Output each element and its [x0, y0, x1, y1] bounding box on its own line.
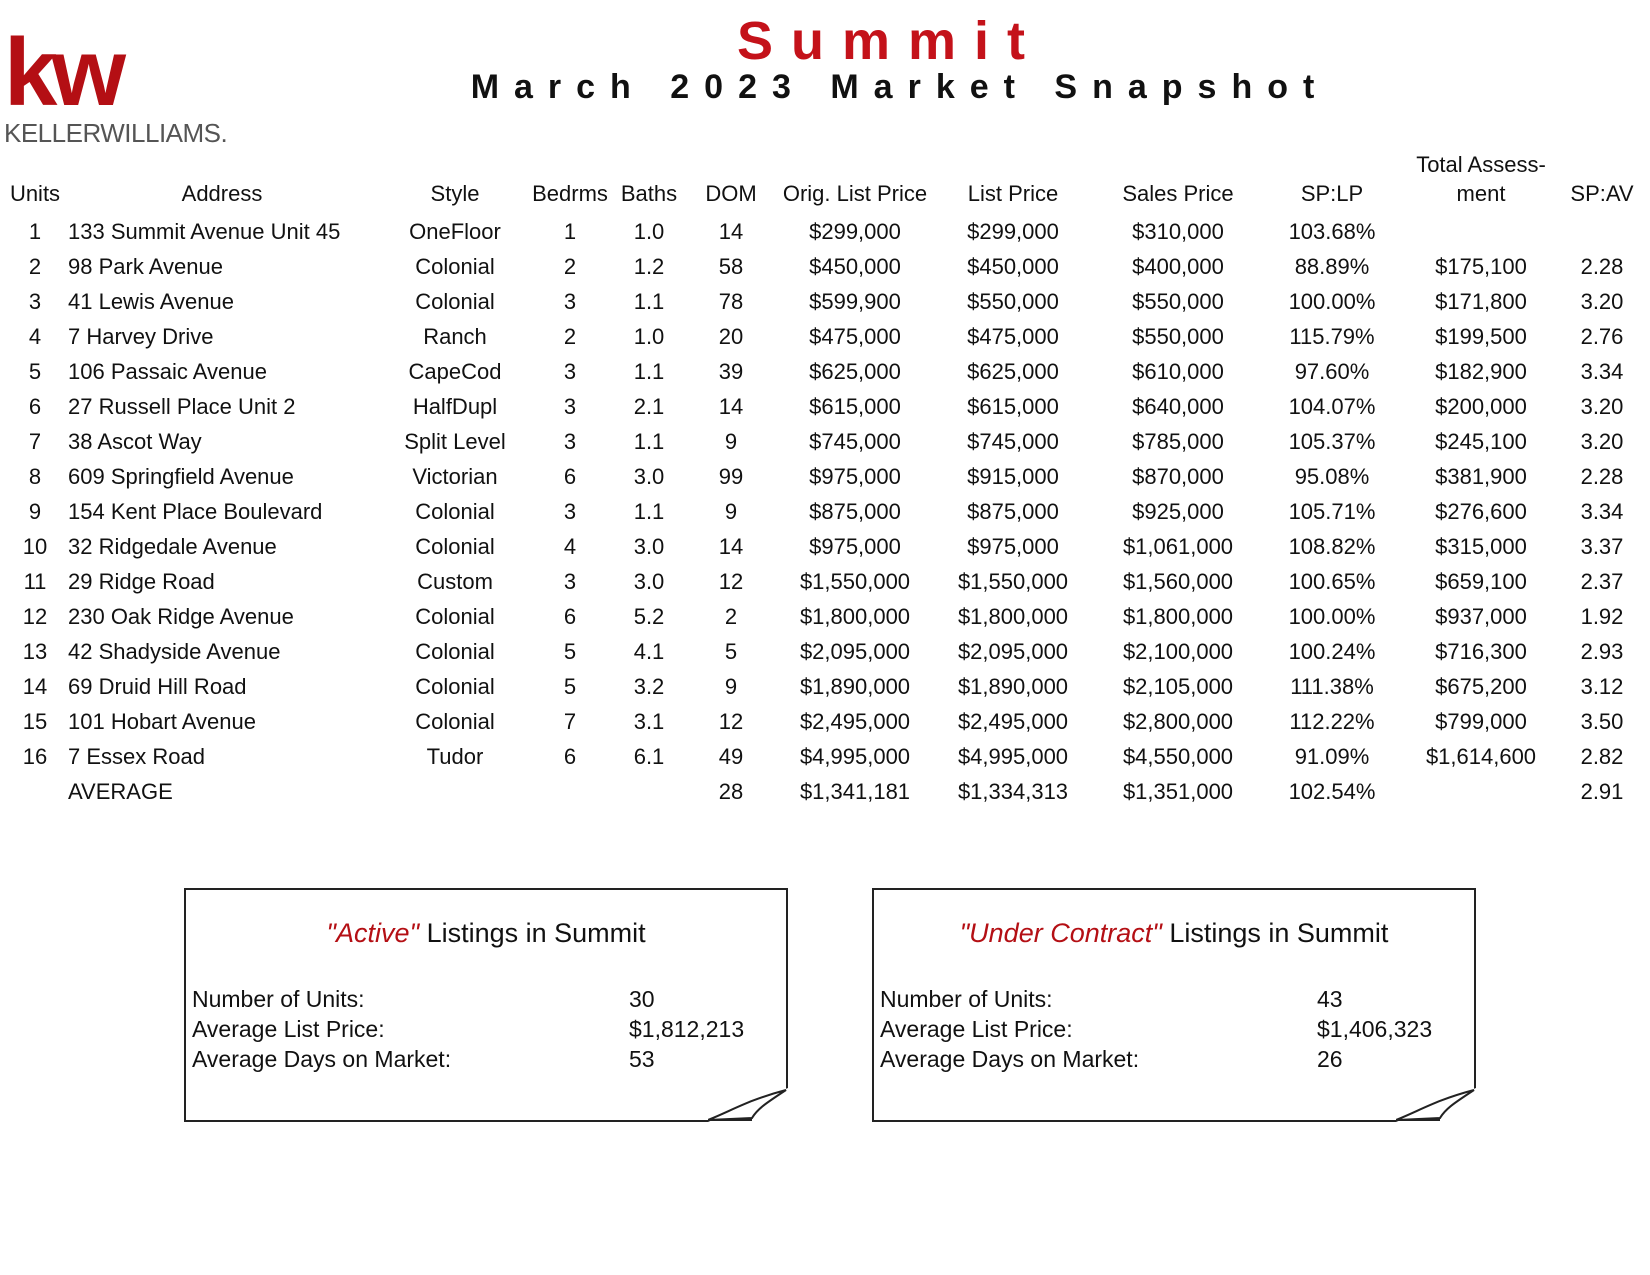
cell-baths: 1.2 [633, 253, 665, 279]
table-row [8, 739, 1642, 774]
cell-dom: 49 [718, 743, 744, 769]
col-header-sp-lp: SP:LP [1300, 181, 1364, 206]
cell-list-price: $550,000 [967, 288, 1059, 314]
cell-address: 101 Hobart Avenue [68, 708, 256, 734]
cell-list-price: $4,995,000 [957, 743, 1069, 769]
cell-bedrooms: 3 [563, 498, 577, 524]
cell-sp-av: 1.92 [1580, 603, 1624, 629]
cell-baths: 1.1 [633, 288, 665, 314]
cell-bedrooms: 3 [563, 393, 577, 419]
cell-sp-av: 3.34 [1580, 498, 1624, 524]
cell-list-price: $1,334,313 [957, 778, 1069, 804]
cell-sp-lp: 95.08% [1294, 463, 1370, 489]
cell-list-price: $2,095,000 [957, 638, 1069, 664]
cell-list-price: $2,495,000 [957, 708, 1069, 734]
cell-sales-price: $2,105,000 [1122, 673, 1234, 699]
cell-total-assessment: $716,300 [1435, 638, 1527, 664]
average-row [8, 774, 1642, 809]
cell-dom: 9 [724, 428, 738, 454]
cell-orig-list-price: $299,000 [809, 218, 901, 244]
contract-units-value: 43 [1317, 986, 1343, 1012]
cell-unit: 12 [22, 603, 48, 629]
table-row [8, 424, 1642, 459]
cell-sp-av: 3.37 [1580, 533, 1624, 559]
contract-dom-label: Average Days on Market: [880, 1046, 1140, 1072]
cell-sp-lp: 100.00% [1288, 603, 1376, 629]
cell-unit: 8 [28, 463, 42, 489]
table-header-row [8, 150, 1642, 214]
cell-baths [612, 774, 686, 809]
cell-list-price: $1,550,000 [957, 568, 1069, 594]
cell-sp-lp: 97.60% [1294, 358, 1370, 384]
table-row [8, 494, 1642, 529]
cell-baths: 1.0 [633, 323, 665, 349]
active-units-value: 30 [629, 986, 655, 1012]
cell-unit: 3 [28, 288, 42, 314]
cell-dom: 20 [718, 323, 744, 349]
cell-sp-av [1562, 214, 1642, 249]
cell-address: 41 Lewis Avenue [68, 288, 234, 314]
cell-unit: 7 [28, 428, 42, 454]
cell-address: 133 Summit Avenue Unit 45 [68, 218, 341, 244]
cell-style: Victorian [412, 463, 498, 489]
cell-unit: 5 [28, 358, 42, 384]
cell-orig-list-price: $1,341,181 [799, 778, 911, 804]
cell-total-assessment: $675,200 [1435, 673, 1527, 699]
cell-orig-list-price: $475,000 [809, 323, 901, 349]
cell-dom: 14 [718, 218, 744, 244]
cell-sp-av: 2.28 [1580, 463, 1624, 489]
cell-address: 106 Passaic Avenue [68, 358, 267, 384]
cell-baths: 1.1 [633, 498, 665, 524]
cell-bedrooms: 4 [563, 533, 577, 559]
cell-orig-list-price: $625,000 [809, 358, 901, 384]
cell-bedrooms: 2 [563, 323, 577, 349]
cell-sp-lp: 105.71% [1288, 498, 1376, 524]
cell-list-price: $1,890,000 [957, 673, 1069, 699]
cell-unit: 2 [28, 253, 42, 279]
cell-address: 7 Essex Road [68, 743, 205, 769]
cell-address: 27 Russell Place Unit 2 [68, 393, 296, 419]
cell-sp-av: 2.37 [1580, 568, 1624, 594]
col-header-baths: Baths [620, 181, 678, 206]
active-dom-value: 53 [629, 1046, 655, 1072]
table-row [8, 634, 1642, 669]
cell-unit: 6 [28, 393, 42, 419]
cell-unit: 13 [22, 638, 48, 664]
cell-orig-list-price: $745,000 [809, 428, 901, 454]
cell-list-price: $875,000 [967, 498, 1059, 524]
col-header-units: Units [9, 181, 61, 206]
cell-unit: 10 [22, 533, 48, 559]
cell-total-assessment: $245,100 [1435, 428, 1527, 454]
cell-orig-list-price: $2,095,000 [799, 638, 911, 664]
table-row [8, 284, 1642, 319]
cell-dom: 2 [724, 603, 738, 629]
cell-style: OneFloor [409, 218, 501, 244]
cell-sales-price: $785,000 [1132, 428, 1224, 454]
cell-total-assessment: $199,500 [1435, 323, 1527, 349]
market-snapshot-table [8, 150, 1642, 809]
active-listings-title: "Active" Listings in Summit [326, 918, 646, 948]
cell-sp-lp: 115.79% [1289, 323, 1375, 349]
cell-bedrooms: 5 [563, 673, 577, 699]
cell-dom: 99 [718, 463, 744, 489]
cell-unit: 4 [28, 323, 42, 349]
cell-baths: 5.2 [633, 603, 665, 629]
table-row [8, 599, 1642, 634]
cell-bedrooms: 7 [563, 708, 577, 734]
cell-sp-av: 3.34 [1580, 358, 1624, 384]
active-price-label: Average List Price: [192, 1016, 385, 1042]
cell-list-price: $615,000 [967, 393, 1059, 419]
contract-dom-value: 26 [1317, 1046, 1343, 1072]
cell-orig-list-price: $1,550,000 [799, 568, 911, 594]
cell-baths: 4.1 [633, 638, 665, 664]
cell-total-assessment: $276,600 [1435, 498, 1527, 524]
cell-list-price: $299,000 [967, 218, 1059, 244]
cell-sales-price: $400,000 [1132, 253, 1224, 279]
logo-wordmark: KELLERWILLIAMS. [4, 118, 228, 148]
cell-list-price: $450,000 [967, 253, 1059, 279]
cell-unit: 16 [22, 743, 48, 769]
keller-williams-logo [4, 19, 244, 150]
table-row [8, 564, 1642, 599]
cell-sp-lp: 100.24% [1288, 638, 1376, 664]
cell-address: 42 Shadyside Avenue [68, 638, 281, 664]
cell-style: CapeCod [408, 358, 502, 384]
cell-baths: 3.0 [633, 463, 665, 489]
cell-sp-lp: 100.65% [1288, 568, 1376, 594]
cell-sp-lp: 112.22% [1289, 708, 1375, 734]
cell-style: Custom [417, 568, 493, 594]
cell-dom: 28 [718, 778, 744, 804]
cell-style [382, 774, 528, 809]
cell-address: 98 Park Avenue [68, 253, 223, 279]
cell-style: Ranch [423, 323, 487, 349]
contract-units-label: Number of Units: [880, 986, 1053, 1012]
cell-bedrooms: 1 [563, 218, 577, 244]
kw-mark: kw [4, 19, 121, 126]
cell-dom: 39 [718, 358, 744, 384]
cell-orig-list-price: $975,000 [809, 533, 901, 559]
col-header-bedrooms: Bedrms [532, 181, 608, 206]
cell-sp-av: 3.20 [1580, 428, 1624, 454]
cell-address: 29 Ridge Road [68, 568, 215, 594]
cell-sp-av: 2.76 [1580, 323, 1624, 349]
cell-sales-price: $4,550,000 [1122, 743, 1234, 769]
col-header-list-price: List Price [967, 181, 1059, 206]
page-subtitle: March 2023 Market Snapshot [470, 68, 1330, 106]
table-row [8, 704, 1642, 739]
cell-baths: 1.1 [633, 428, 665, 454]
contract-price-value: $1,406,323 [1317, 1016, 1433, 1042]
table-row [8, 319, 1642, 354]
cell-sp-av: 2.28 [1580, 253, 1624, 279]
page-title: Summit [736, 11, 1044, 71]
cell-orig-list-price: $875,000 [809, 498, 901, 524]
cell-orig-list-price: $450,000 [809, 253, 901, 279]
table-row [8, 389, 1642, 424]
cell-dom: 12 [718, 568, 744, 594]
cell-bedrooms: 3 [563, 428, 577, 454]
cell-unit: 1 [28, 218, 42, 244]
cell-style: Colonial [415, 533, 495, 559]
cell-total-assessment: $182,900 [1435, 358, 1527, 384]
cell-sales-price: $925,000 [1132, 498, 1224, 524]
cell-list-price: $475,000 [967, 323, 1059, 349]
cell-dom: 14 [718, 533, 744, 559]
cell-list-price: $1,800,000 [957, 603, 1069, 629]
cell-total-assessment: $659,100 [1435, 568, 1527, 594]
cell-total-assessment: $799,000 [1435, 708, 1527, 734]
cell-bedrooms: 6 [563, 743, 577, 769]
cell-baths: 3.2 [633, 673, 665, 699]
cell-bedrooms: 3 [563, 358, 577, 384]
cell-style: Split Level [404, 428, 506, 454]
cell-address: AVERAGE [68, 778, 173, 804]
cell-unit [8, 774, 62, 809]
cell-sales-price: $2,100,000 [1122, 638, 1234, 664]
active-dom-label: Average Days on Market: [192, 1046, 452, 1072]
cell-unit: 15 [22, 708, 48, 734]
cell-sales-price: $2,800,000 [1122, 708, 1234, 734]
cell-style: Colonial [415, 253, 495, 279]
cell-dom: 9 [724, 498, 738, 524]
cell-dom: 5 [724, 638, 738, 664]
under-contract-listings-panel [872, 888, 1476, 1122]
cell-sp-lp: 105.37% [1288, 428, 1376, 454]
cell-sp-lp: 111.38% [1290, 673, 1374, 699]
cell-dom: 14 [718, 393, 744, 419]
cell-sp-av: 2.91 [1580, 778, 1624, 804]
cell-bedrooms: 5 [563, 638, 577, 664]
cell-unit: 11 [23, 568, 47, 594]
cell-style: Colonial [415, 288, 495, 314]
cell-dom: 58 [718, 253, 744, 279]
cell-sales-price: $550,000 [1132, 288, 1224, 314]
cell-sp-av: 3.20 [1580, 288, 1624, 314]
cell-address: 230 Oak Ridge Avenue [68, 603, 294, 629]
cell-orig-list-price: $599,900 [809, 288, 901, 314]
cell-sp-lp: 91.09% [1294, 743, 1370, 769]
cell-bedrooms: 3 [563, 568, 577, 594]
cell-baths: 2.1 [633, 393, 665, 419]
cell-address: 7 Harvey Drive [68, 323, 214, 349]
cell-total-assessment: $175,100 [1435, 253, 1527, 279]
cell-sp-lp: 104.07% [1288, 393, 1376, 419]
contract-price-label: Average List Price: [880, 1016, 1073, 1042]
cell-total-assessment: $937,000 [1435, 603, 1527, 629]
cell-unit: 9 [28, 498, 42, 524]
cell-dom: 9 [724, 673, 738, 699]
cell-sp-lp: 88.89% [1294, 253, 1370, 279]
cell-orig-list-price: $975,000 [809, 463, 901, 489]
cell-list-price: $745,000 [967, 428, 1059, 454]
cell-style: Colonial [415, 638, 495, 664]
cell-style: Tudor [426, 743, 484, 769]
cell-style: Colonial [415, 708, 495, 734]
cell-sp-av: 2.93 [1580, 638, 1624, 664]
table-row [8, 669, 1642, 704]
cell-baths: 6.1 [633, 743, 665, 769]
table-row [8, 459, 1642, 494]
table-row [8, 249, 1642, 284]
cell-total-assessment [1400, 214, 1562, 249]
cell-address: 32 Ridgedale Avenue [68, 533, 277, 559]
cell-sales-price: $1,061,000 [1122, 533, 1234, 559]
cell-address: 609 Springfield Avenue [68, 463, 294, 489]
cell-baths: 3.1 [633, 708, 665, 734]
cell-orig-list-price: $1,800,000 [799, 603, 911, 629]
cell-sp-lp: 100.00% [1288, 288, 1376, 314]
cell-dom: 12 [718, 708, 744, 734]
cell-bedrooms [528, 774, 612, 809]
col-header-style: Style [430, 181, 480, 206]
cell-orig-list-price: $2,495,000 [799, 708, 911, 734]
cell-style: Colonial [415, 498, 495, 524]
cell-sales-price: $640,000 [1132, 393, 1224, 419]
active-listings-panel [184, 888, 788, 1122]
under-contract-title: "Under Contract" Listings in Summit [959, 918, 1389, 948]
cell-bedrooms: 6 [563, 603, 577, 629]
cell-style: HalfDupl [412, 393, 498, 419]
cell-address: 38 Ascot Way [68, 428, 202, 454]
col-header-sales-price: Sales Price [1122, 181, 1234, 206]
col-header-orig-list-price: Orig. List Price [782, 181, 928, 206]
cell-address: 69 Druid Hill Road [68, 673, 247, 699]
cell-orig-list-price: $4,995,000 [799, 743, 911, 769]
cell-orig-list-price: $615,000 [809, 393, 901, 419]
cell-sales-price: $610,000 [1132, 358, 1224, 384]
active-price-value: $1,812,213 [629, 1016, 745, 1042]
cell-list-price: $975,000 [967, 533, 1059, 559]
cell-total-assessment [1400, 774, 1562, 809]
cell-sales-price: $550,000 [1132, 323, 1224, 349]
cell-sp-lp: 102.54% [1288, 778, 1376, 804]
page-curl-icon [708, 1088, 788, 1122]
cell-sp-lp: 103.68% [1288, 218, 1376, 244]
cell-style: Colonial [415, 603, 495, 629]
cell-sp-av: 3.50 [1580, 708, 1624, 734]
cell-baths: 3.0 [633, 568, 665, 594]
cell-orig-list-price: $1,890,000 [799, 673, 911, 699]
cell-bedrooms: 3 [563, 288, 577, 314]
cell-sales-price: $310,000 [1132, 218, 1224, 244]
col-header-total-assessment: Total Assess- ment [1416, 152, 1546, 206]
cell-baths: 1.1 [633, 358, 665, 384]
cell-baths: 3.0 [633, 533, 665, 559]
cell-total-assessment: $171,800 [1435, 288, 1527, 314]
cell-bedrooms: 6 [563, 463, 577, 489]
col-header-address: Address [181, 181, 263, 206]
cell-total-assessment: $200,000 [1435, 393, 1527, 419]
table-row [8, 529, 1642, 564]
col-header-sp-av: SP:AV [1570, 181, 1634, 206]
cell-dom: 78 [718, 288, 744, 314]
cell-style: Colonial [415, 673, 495, 699]
cell-sp-av: 2.82 [1580, 743, 1624, 769]
table-row [8, 214, 1642, 249]
cell-total-assessment: $1,614,600 [1425, 743, 1537, 769]
cell-unit: 14 [22, 673, 48, 699]
cell-list-price: $915,000 [967, 463, 1059, 489]
cell-sales-price: $870,000 [1132, 463, 1224, 489]
cell-address: 154 Kent Place Boulevard [68, 498, 323, 524]
col-header-dom: DOM [705, 181, 757, 206]
cell-bedrooms: 2 [563, 253, 577, 279]
page-curl-icon [1396, 1088, 1476, 1122]
cell-sales-price: $1,560,000 [1122, 568, 1234, 594]
cell-sp-av: 3.20 [1580, 393, 1624, 419]
cell-sales-price: $1,800,000 [1122, 603, 1234, 629]
active-units-label: Number of Units: [192, 986, 365, 1012]
table-row [8, 354, 1642, 389]
cell-sp-av: 3.12 [1580, 673, 1624, 699]
cell-sales-price: $1,351,000 [1122, 778, 1234, 804]
cell-sp-lp: 108.82% [1288, 533, 1376, 559]
cell-total-assessment: $315,000 [1435, 533, 1527, 559]
cell-baths: 1.0 [633, 218, 665, 244]
cell-list-price: $625,000 [967, 358, 1059, 384]
cell-total-assessment: $381,900 [1435, 463, 1527, 489]
